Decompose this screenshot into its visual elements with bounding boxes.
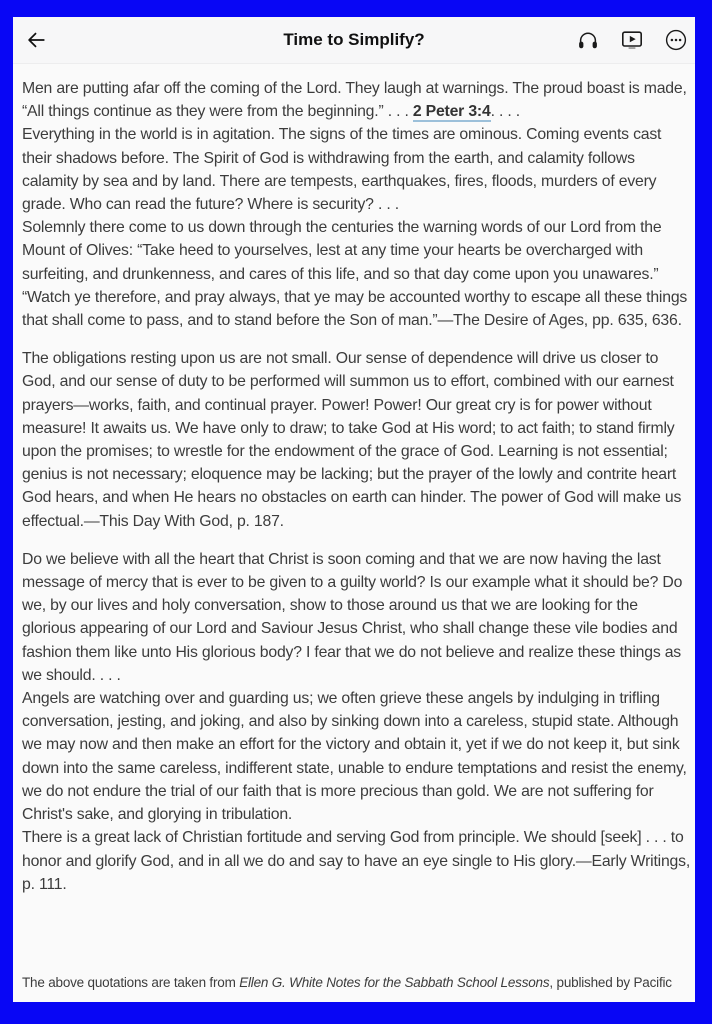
top-bar [13,17,695,64]
text-segment: The above quotations are taken from [22,975,240,990]
page-title: Time to Simplify? [283,30,425,49]
quotation-block [22,548,692,896]
audio-button[interactable] [574,26,602,54]
text-segment: . . . . [490,103,520,121]
text-segment: Do we believe with all the heart that Christ is soon coming and that we are now having the last message of mercy that is ever to be given to a guilty world? Is our example what it should be? Do we, by our lives and holy conversation, show to those around us that we are looking for the glorious appearing of our Lord and Saviour Jesus Christ, who shall change these vile bodies and fashion them like unto His glorious body? I fear that we do not believe and realize these things as we should. . . . [22,550,683,684]
paragraph [22,548,692,687]
more-options-button[interactable] [662,26,690,54]
ellipsis-icon [664,28,688,52]
text-segment: Everything in the world is in agitation. The signs of the times are ominous. Coming events cast their shadows before. The Spirit of God is withdrawing from the earth, and calamity follows calamity by sea and by land. There are tempests, earthquakes, fires, floods, murders of every grade. Who can read the future? Where is security? . . . [22,126,662,214]
paragraph [22,687,692,826]
paragraph [22,77,692,123]
text-segment: , published by Pacific [549,975,672,990]
text-segment: There is a great lack of Christian fortitude and serving God from principle. We should [seek] . . . to honor and glorify God, and in all we do and say to have an eye single to His glory.—Early Writings, p. 111. [22,829,691,893]
text-segment: Solemnly there come to us down through the centuries the warning words of our Lord from the Mount of Olives: “Take heed to yourselves, lest at any time your hearts be overcharged with surfeiting, and drunkenness, and cares of this life, and so that day come upon you unawares.” “Watch ye therefore, and pray always, that ye may be accounted worthy to escape all these things that shall come to pass, and to stand before the Son of man.”—The Desire of Ages, pp. 635, 636. [22,219,688,330]
paragraph [22,216,692,332]
scripture-reference-link[interactable]: 2 Peter 3:4 [412,103,491,121]
video-button[interactable] [618,26,646,54]
footer-note [13,972,695,1002]
book-title-italic: Ellen G. White Notes for the Sabbath School Lessons [239,975,550,990]
headphones-icon [576,28,600,52]
paragraph [22,123,692,216]
text-segment: The obligations resting upon us are not small. Our sense of dependence will drive us closer to God, and our sense of duty to be performed will summon us to effort, combined with our earnest prayers—works, faith, and continual prayer. Power! Power! Our great cry is for power without measure! It awaits us. We have only to draw; to take God at His word; to act faith; to stand firmly upon the promises; to wrestle for the endowment of the grace of God. Learning is not essential; genius is not necessary; eloquence may be lacking; but the prayer of the lowly and contrite heart God hears, and when He hears no obstacles on earth can hinder. The power of God will make us effectual.—This Day With God, p. 187. [22,350,682,530]
back-button[interactable] [19,23,53,57]
paragraph [22,347,692,533]
text-segment: Men are putting afar off the coming of the Lord. They laugh at warnings. The proud boast is made, “All things continue as they were from the beginning.” . . . [22,80,687,121]
paragraph [22,826,692,896]
topbar-actions [574,26,695,54]
quotation-block [22,347,692,533]
text-segment: Angels are watching over and guarding us; we often grieve these angels by indulging in trifling conversation, jesting, and joking, and also by sinking down into a careless, stupid state. Although we may now and then make an effort for the victory and obtain it, yet if we do not keep it, but sink down into the same careless, indifferent state, unable to endure temptations and resist the enemy, we do not endure the trial of our faith that is more precious than gold. We are not suffering for Christ's sake, and glorying in tribulation. [22,690,687,824]
article-body [13,64,695,972]
video-player-icon [620,28,644,52]
quotation-block [22,77,692,332]
back-arrow-icon [25,29,47,51]
reader-page [13,17,695,1002]
